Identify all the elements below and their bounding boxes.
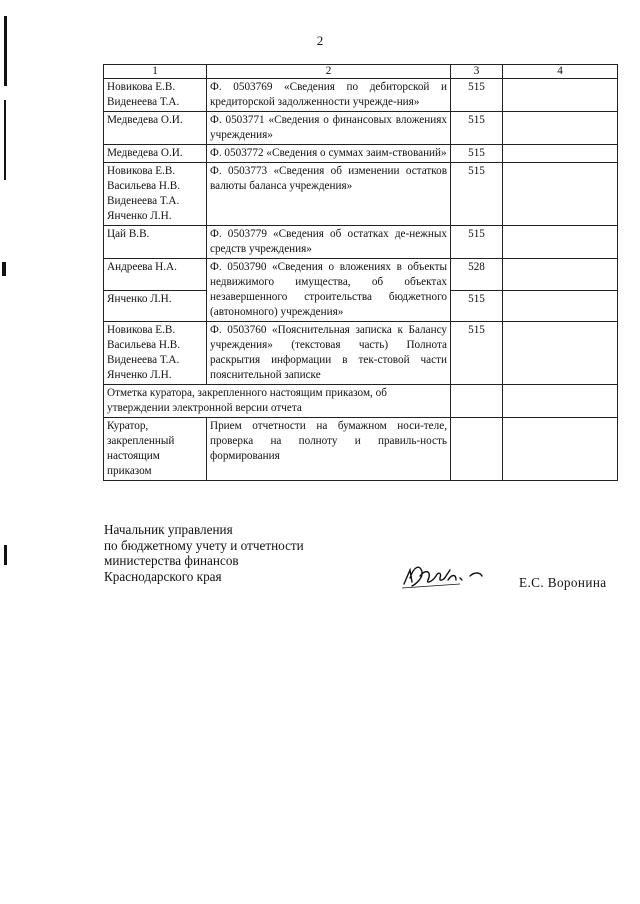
empty-cell bbox=[451, 418, 503, 481]
person-name: Янченко Л.Н. bbox=[107, 210, 172, 222]
form-cell: Ф. 0503772 «Сведения о суммах заим-ствований» bbox=[207, 145, 451, 163]
report-table bbox=[103, 64, 618, 481]
persons-cell bbox=[104, 291, 207, 322]
person-name: Цай В.В. bbox=[107, 228, 150, 240]
code-cell: 515 bbox=[451, 291, 503, 322]
persons-cell bbox=[104, 322, 207, 385]
code-cell: 515 bbox=[451, 226, 503, 259]
person-name: Медведева О.И. bbox=[107, 147, 183, 159]
curator-row bbox=[104, 418, 618, 481]
mark-cell bbox=[503, 226, 618, 259]
header-cell: 3 bbox=[451, 65, 503, 79]
signatory-title-line: по бюджетному учету и отчетности bbox=[104, 537, 304, 553]
mark-cell bbox=[503, 322, 618, 385]
table-header-row bbox=[104, 65, 618, 79]
curator-label-cell bbox=[104, 418, 207, 481]
form-cell: Ф. 0503760 «Пояснительная записка к Балансу учреждения» (текстовая часть) Полнота раскрытия информации в тек-стовой части пояснительной записке bbox=[207, 322, 451, 385]
person-name: Виденеева Т.А. bbox=[107, 195, 180, 207]
code-cell: 515 bbox=[451, 163, 503, 226]
code-cell: 515 bbox=[451, 79, 503, 112]
mark-cell bbox=[503, 145, 618, 163]
person-name: Виденеева Т.А. bbox=[107, 354, 180, 366]
signatory-title-line: Начальник управления bbox=[104, 522, 233, 537]
scan-mark bbox=[2, 262, 6, 276]
empty-cell bbox=[451, 385, 503, 418]
curator-label: настоящим bbox=[107, 450, 160, 462]
table-row bbox=[104, 145, 618, 163]
table-row bbox=[104, 259, 618, 291]
person-name: Медведева О.И. bbox=[107, 114, 183, 126]
code-cell: 515 bbox=[451, 145, 503, 163]
table-row bbox=[104, 163, 618, 226]
header-cell: 4 bbox=[503, 65, 618, 79]
signatory-name: Е.С. Воронина bbox=[519, 575, 607, 590]
form-cell: Ф. 0503773 «Сведения об изменении остатков валюты баланса учреждения» bbox=[207, 163, 451, 226]
form-cell: Ф. 0503769 «Сведения по дебиторской и кредиторской задолженности учрежде-ния» bbox=[207, 79, 451, 112]
persons-cell bbox=[104, 79, 207, 112]
mark-cell bbox=[503, 112, 618, 145]
persons-cell bbox=[104, 259, 207, 291]
curator-label: Куратор, bbox=[107, 420, 149, 432]
signatory-title bbox=[104, 522, 304, 584]
form-cell: Ф. 0503790 «Сведения о вложениях в объекты недвижимого имущества, об объектах незавершенного строительства бюджетного (автономного) учреждения» bbox=[207, 259, 451, 322]
table-row bbox=[104, 79, 618, 112]
curator-label: закрепленный bbox=[107, 435, 175, 447]
header-cell: 2 bbox=[207, 65, 451, 79]
persons-cell bbox=[104, 145, 207, 163]
curator-note: Отметка куратора, закрепленного настоящим приказом, об утверждении электронной версии отчета bbox=[104, 385, 451, 418]
empty-cell bbox=[503, 385, 618, 418]
person-name: Васильева Н.В. bbox=[107, 339, 181, 351]
person-name: Янченко Л.Н. bbox=[107, 293, 172, 305]
person-name: Виденеева Т.А. bbox=[107, 96, 180, 108]
empty-cell bbox=[503, 418, 618, 481]
table-row bbox=[104, 322, 618, 385]
mark-cell bbox=[503, 259, 618, 291]
mark-cell bbox=[503, 163, 618, 226]
signatory-title-line: Краснодарского края bbox=[104, 568, 222, 584]
curator-text: Прием отчетности на бумажном носи-теле, проверка на полноту и правиль-ность формирования bbox=[207, 418, 451, 481]
scan-mark bbox=[4, 545, 7, 565]
form-cell: Ф. 0503779 «Сведения об остатках де-нежных средств учреждения» bbox=[207, 226, 451, 259]
header-cell: 1 bbox=[104, 65, 207, 79]
person-name: Новикова Е.В. bbox=[107, 165, 176, 177]
curator-label: приказом bbox=[107, 465, 152, 477]
person-name: Андреева Н.А. bbox=[107, 261, 177, 273]
scan-mark bbox=[4, 16, 7, 86]
mark-cell bbox=[503, 79, 618, 112]
persons-cell bbox=[104, 112, 207, 145]
curator-note-row bbox=[104, 385, 618, 418]
person-name: Янченко Л.Н. bbox=[107, 369, 172, 381]
persons-cell bbox=[104, 226, 207, 259]
table-row bbox=[104, 112, 618, 145]
code-cell: 515 bbox=[451, 112, 503, 145]
form-cell: Ф. 0503771 «Сведения о финансовых вложениях учреждения» bbox=[207, 112, 451, 145]
mark-cell bbox=[503, 291, 618, 322]
person-name: Васильева Н.В. bbox=[107, 180, 181, 192]
code-cell: 515 bbox=[451, 322, 503, 385]
scan-mark bbox=[4, 100, 6, 180]
person-name: Новикова Е.В. bbox=[107, 324, 176, 336]
signatory-title-line: министерства финансов bbox=[104, 553, 239, 568]
page-number: 2 bbox=[316, 33, 324, 48]
person-name: Новикова Е.В. bbox=[107, 81, 176, 93]
table-row bbox=[104, 226, 618, 259]
code-cell: 528 bbox=[451, 259, 503, 291]
handwritten-signature bbox=[400, 558, 520, 594]
persons-cell bbox=[104, 163, 207, 226]
